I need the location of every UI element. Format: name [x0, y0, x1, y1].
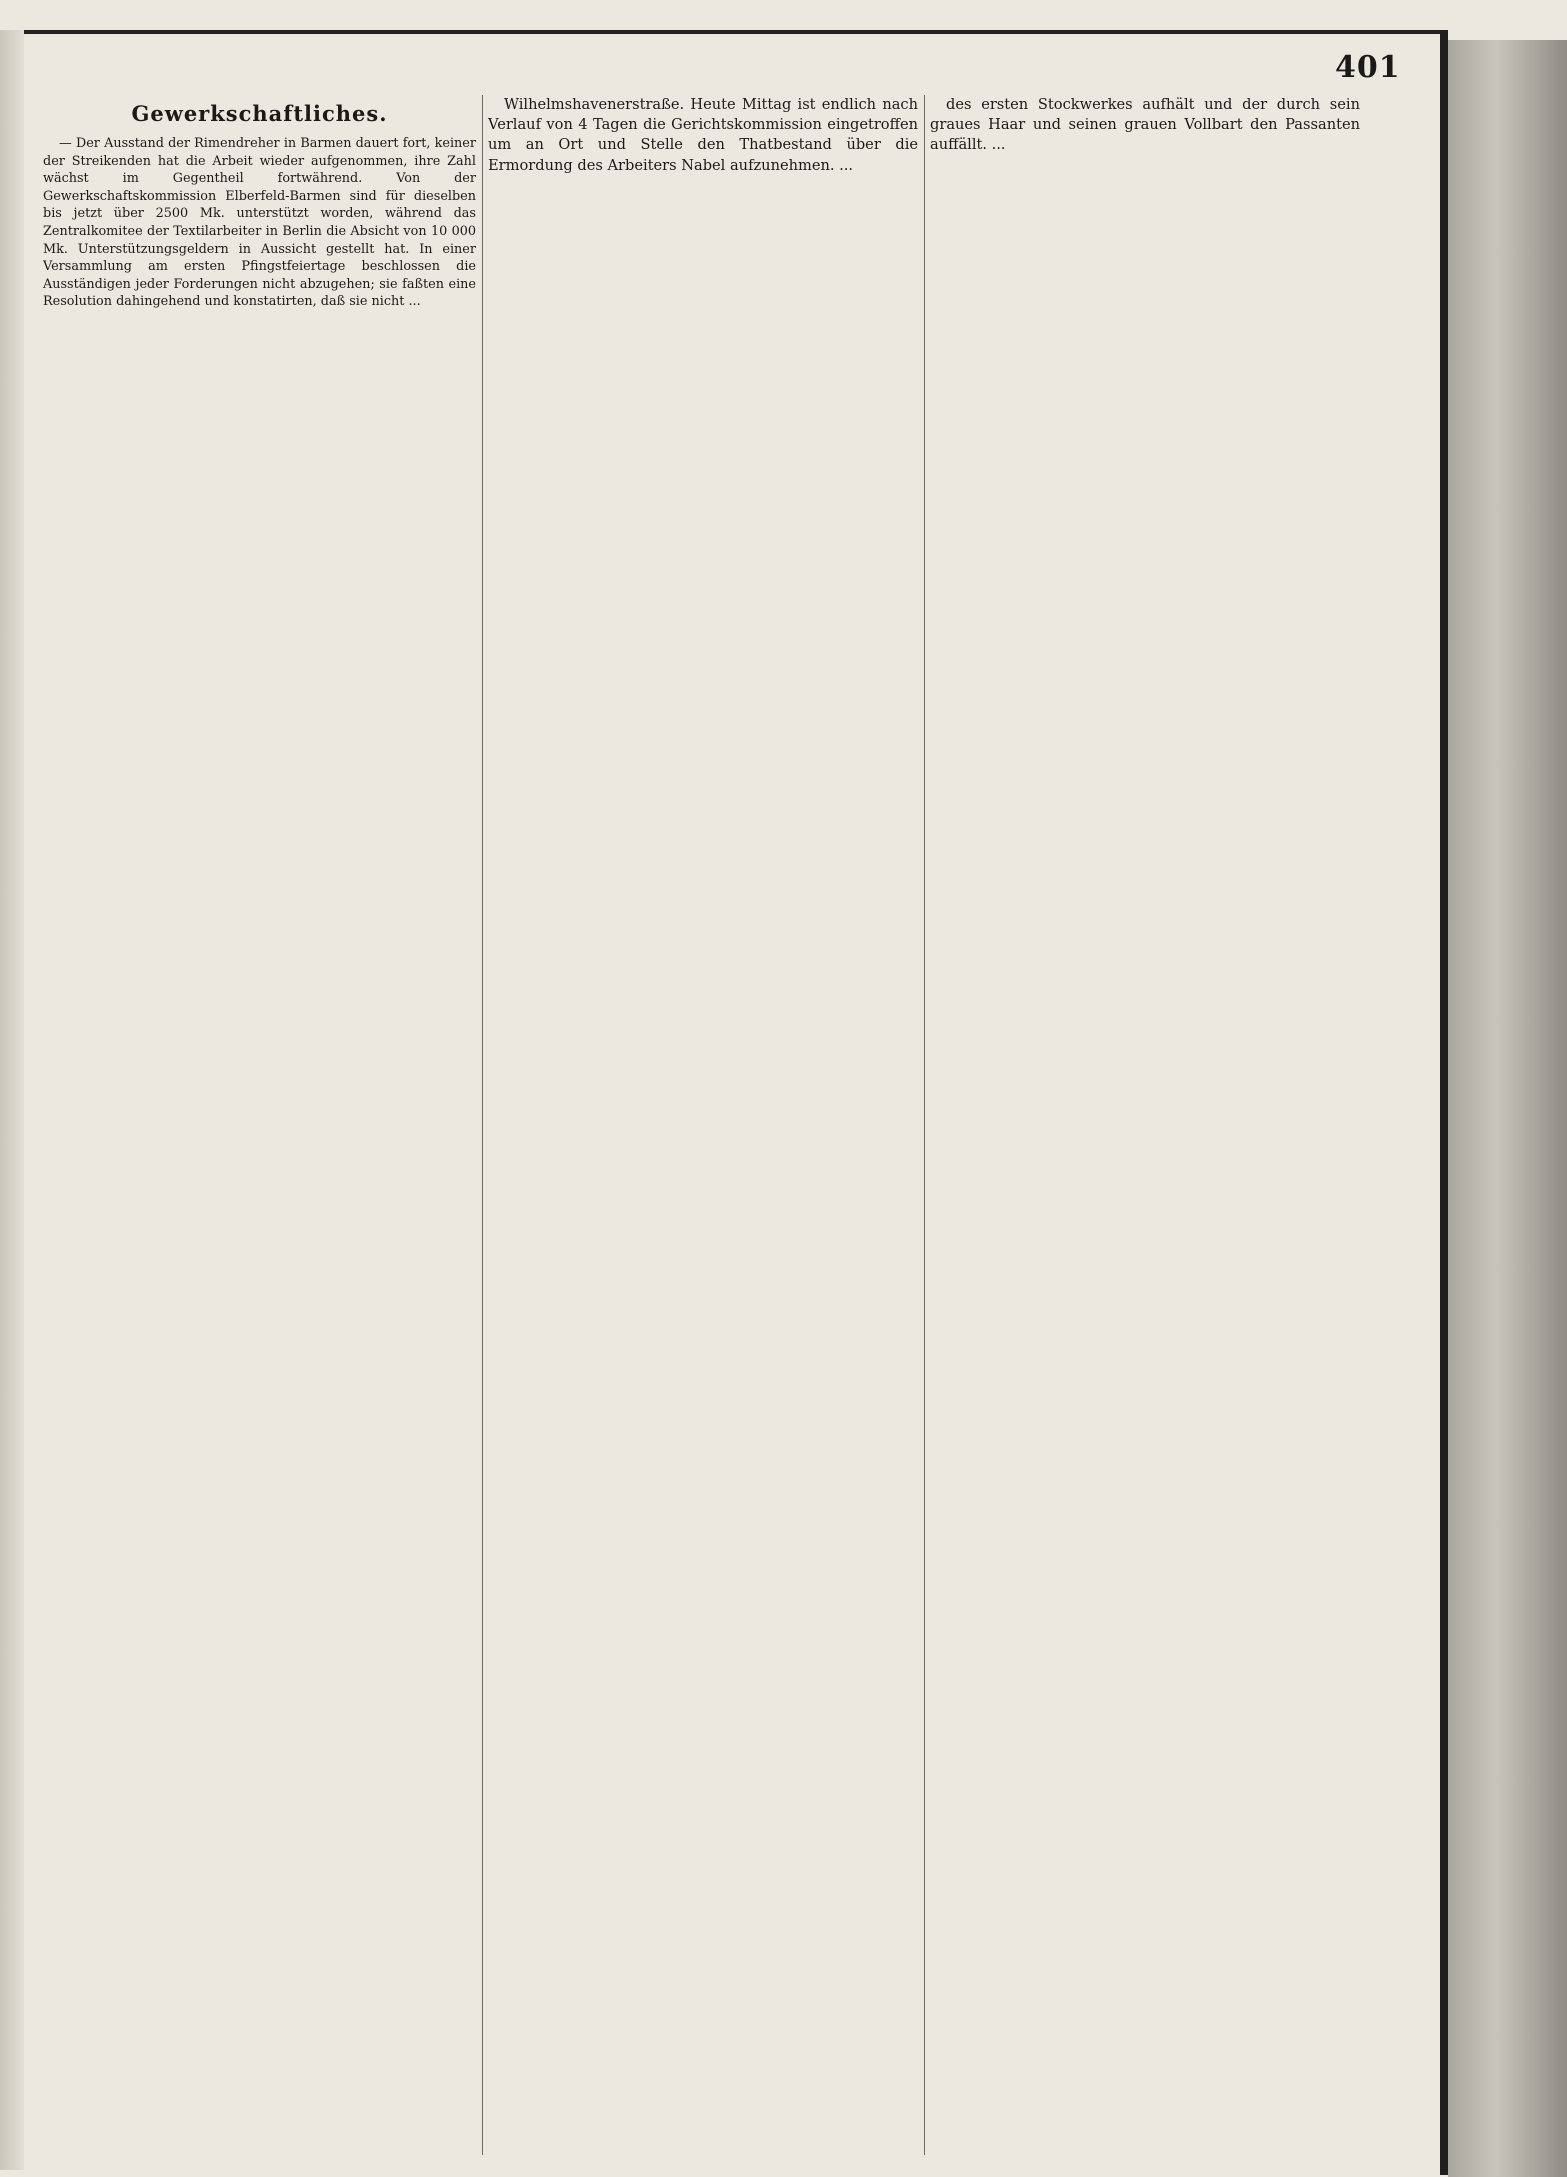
article-paragraph: des ersten Stockwerkes aufhält und der durch sein graues Haar und seinen grauen Vollbart den Passanten auffällt. ... — [930, 96, 1360, 154]
right-frame-rule — [1440, 30, 1448, 2175]
section-heading: Gewerkschaftliches. — [131, 101, 388, 126]
column-3 — [930, 95, 1360, 2155]
page-binding-edge — [0, 30, 24, 2170]
column-separator — [924, 95, 925, 2155]
article-paragraph: — Der Ausstand der Rimendreher in Barmen dauert fort, keiner der Streikenden hat die Arbeit wieder aufgenommen, ihre Zahl wächst im Gegentheil fortwährend. Von der Gewerkschaftskommission Elberfeld-Barmen sind für dieselben bis jetzt über 2500 Mk. unterstützt worden, während das Zentralkomitee der Textilarbeiter in Berlin die Absicht von 10 000 Mk. Unterstützungsgeldern in Aussicht gestellt hat. In einer Versammlung am ersten Pfingstfeiertage beschlossen die Ausständigen jeder Forderungen nicht abzugehen; sie faßten eine Resolution dahingehend und konstatirten, daß sie nicht ... — [43, 136, 476, 310]
article-paragraph: Wilhelmshavenerstraße. Heute Mittag ist endlich nach Verlauf von 4 Tagen die Gerichtskommission eingetroffen um an Ort und Stelle den Thatbestand über die Ermordung des Arbeiters Nabel aufzunehmen. ... — [488, 96, 918, 174]
column-2 — [488, 95, 918, 2155]
column-separator — [482, 95, 483, 2155]
book-page-edge — [1448, 40, 1567, 2177]
page-number: 401 — [1335, 50, 1401, 85]
column-1 — [43, 95, 476, 2155]
top-rule — [24, 30, 1444, 34]
